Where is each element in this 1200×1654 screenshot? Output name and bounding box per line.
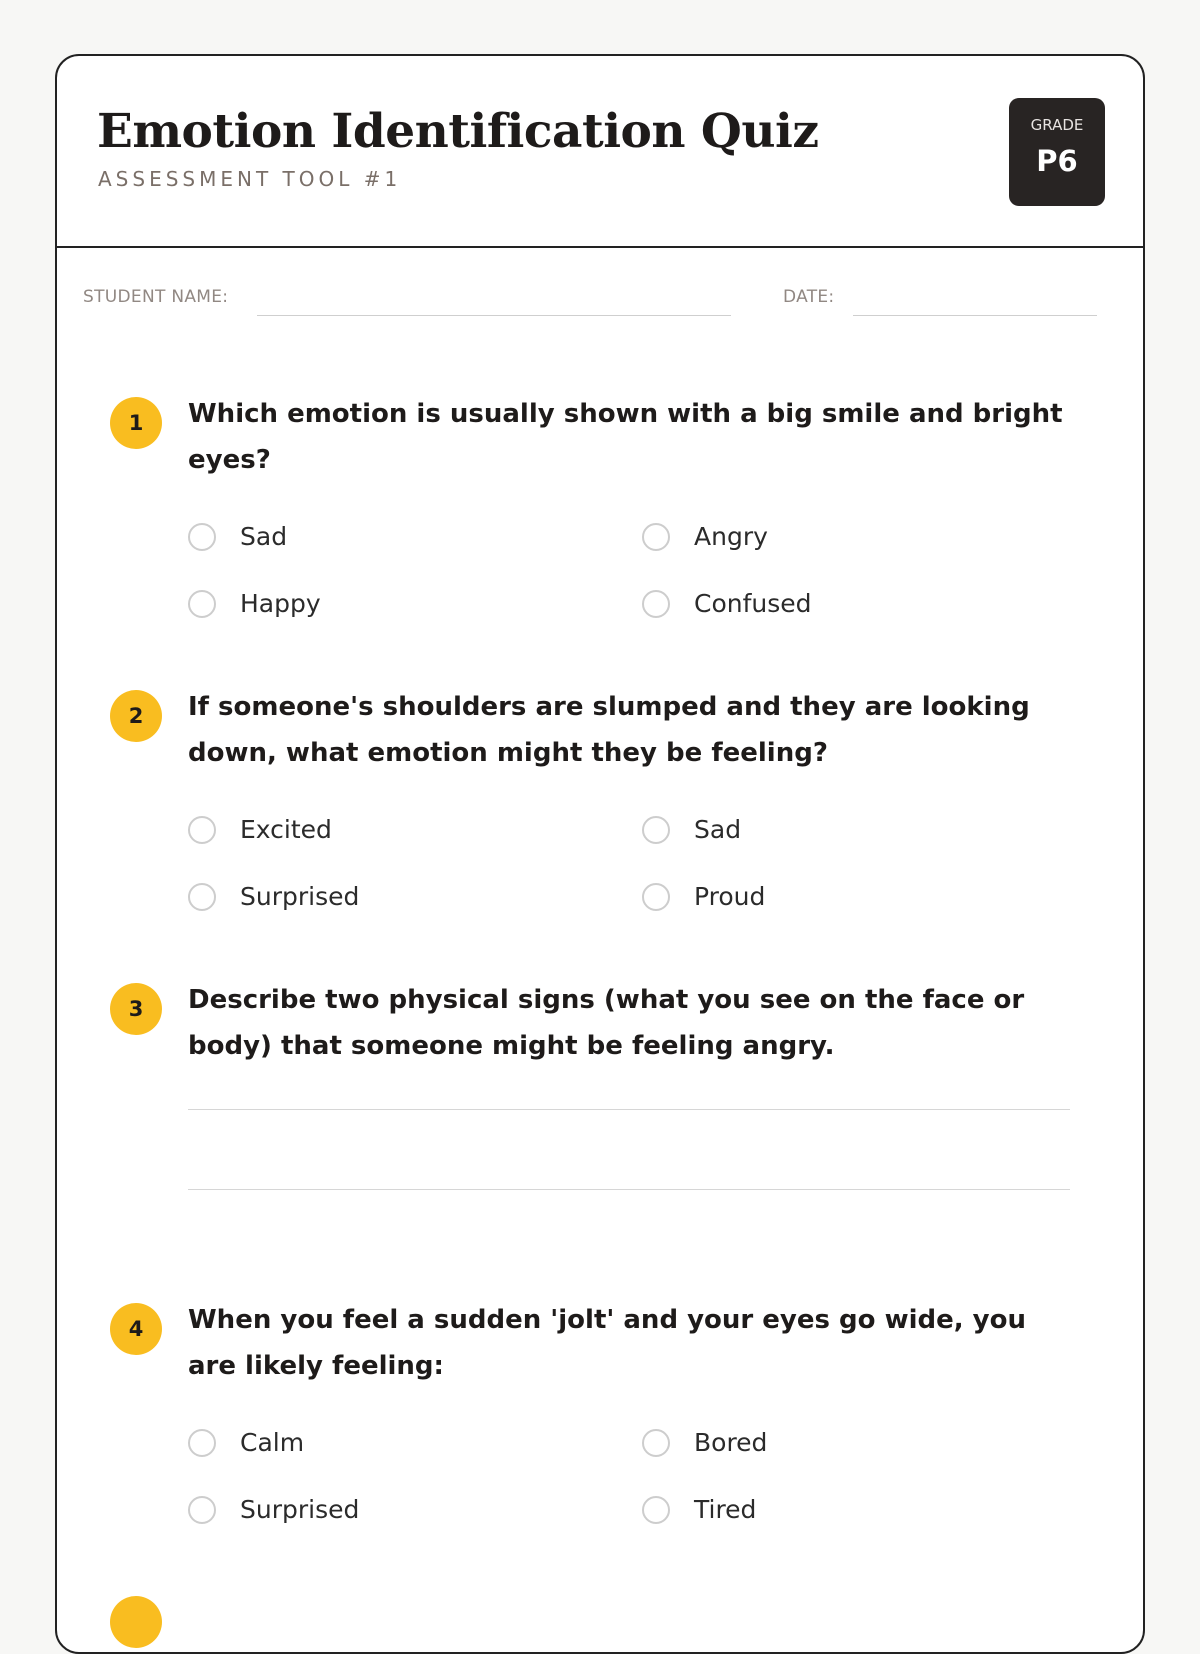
page-subtitle: ASSESSMENT TOOL #1: [98, 167, 402, 191]
option-label: Surprised: [240, 1495, 360, 1524]
question-number-badge: 1: [110, 397, 162, 449]
radio-button[interactable]: [188, 1496, 216, 1524]
option-label: Surprised: [240, 882, 360, 911]
radio-button[interactable]: [188, 523, 216, 551]
question-number-badge: 4: [110, 1303, 162, 1355]
radio-button[interactable]: [188, 816, 216, 844]
question-text: When you feel a sudden 'jolt' and your eyes go wide, you are likely feeling:: [188, 1305, 1026, 1381]
question-text: Which emotion is usually shown with a big smile and bright eyes?: [188, 399, 1063, 475]
radio-button[interactable]: [642, 523, 670, 551]
question-5-badge-partial: [110, 1596, 162, 1648]
option-label: Confused: [694, 589, 812, 618]
question-number-badge: 2: [110, 690, 162, 742]
option-label: Happy: [240, 589, 321, 618]
date-label: DATE:: [783, 287, 835, 307]
student-name-label: STUDENT NAME:: [83, 287, 229, 307]
option-label: Bored: [694, 1428, 768, 1457]
radio-button[interactable]: [642, 816, 670, 844]
answer-line-1[interactable]: [188, 1109, 1070, 1110]
radio-button[interactable]: [642, 883, 670, 911]
radio-button[interactable]: [188, 883, 216, 911]
date-field[interactable]: [853, 315, 1097, 316]
radio-button[interactable]: [642, 590, 670, 618]
radio-button[interactable]: [188, 590, 216, 618]
answer-line-2[interactable]: [188, 1189, 1070, 1190]
option-label: Calm: [240, 1428, 305, 1457]
quiz-card: [55, 54, 1145, 1654]
grade-value: P6: [1036, 144, 1078, 178]
radio-button[interactable]: [642, 1429, 670, 1457]
question-text: Describe two physical signs (what you see on the face or body) that someone might be feeling angry.: [188, 985, 1025, 1061]
quiz-header: [57, 56, 1143, 248]
option-label: Tired: [694, 1495, 757, 1524]
option-label: Proud: [694, 882, 766, 911]
grade-label: GRADE: [1030, 116, 1084, 134]
option-label: Angry: [694, 522, 768, 551]
question-text: If someone's shoulders are slumped and they are looking down, what emotion might they be feeling?: [188, 692, 1030, 768]
option-label: Sad: [694, 815, 742, 844]
option-label: Excited: [240, 815, 332, 844]
page-title: Emotion Identification Quiz: [97, 104, 819, 159]
question-number-badge: 3: [110, 983, 162, 1035]
option-label: Sad: [240, 522, 288, 551]
radio-button[interactable]: [642, 1496, 670, 1524]
student-name-field[interactable]: [257, 315, 731, 316]
radio-button[interactable]: [188, 1429, 216, 1457]
grade-badge: [1009, 98, 1105, 206]
